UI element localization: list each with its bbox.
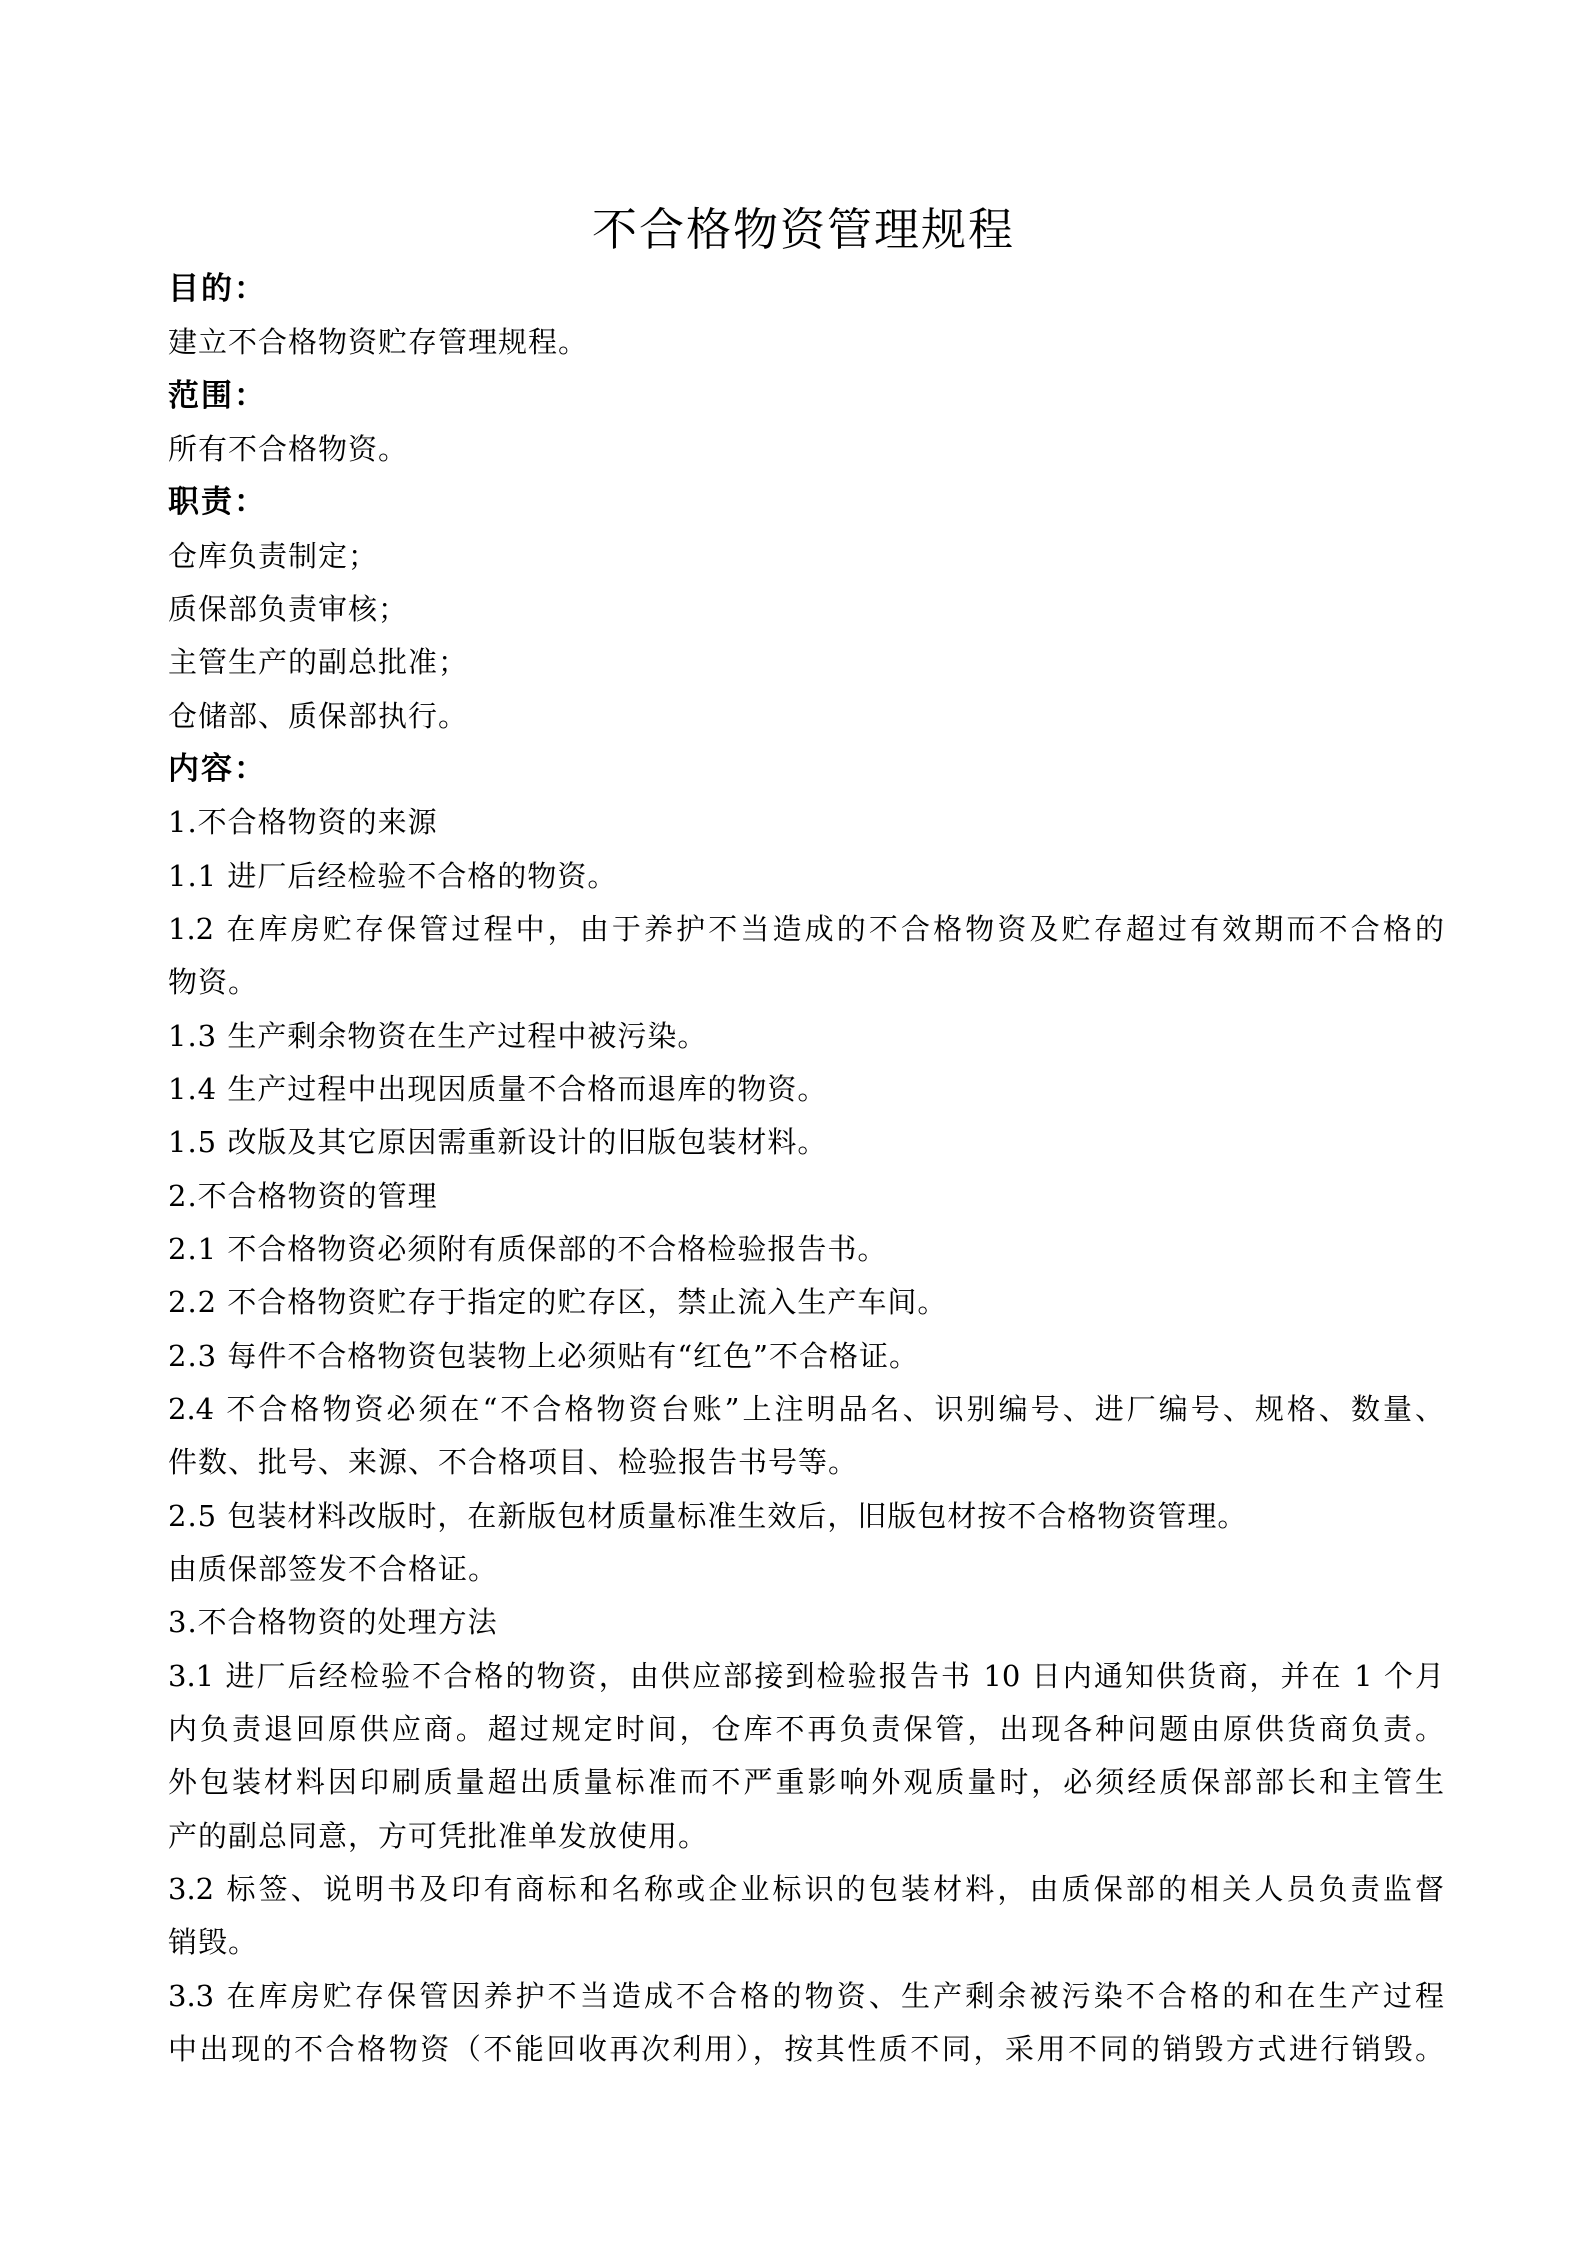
- clause-3-1: 3.1 进厂后经检验不合格的物资，由供应部接到检验报告书 10 日内通知供货商，并在 1 个月: [168, 1658, 1444, 1693]
- clause-2-4: 2.4 不合格物资必须在“不合格物资台账”上注明品名、识别编号、进厂编号、规格、数量、: [168, 1391, 1444, 1426]
- clause-2-3: 2.3 每件不合格物资包装物上必须贴有“红色”不合格证。: [168, 1338, 919, 1373]
- section-heading-responsibilities: 职责：: [168, 484, 267, 521]
- responsibility-item: 仓库负责制定；: [168, 538, 379, 573]
- clause-3-2-cont: 销毁。: [168, 1925, 259, 1960]
- responsibility-item: 主管生产的副总批准；: [168, 645, 469, 680]
- purpose-text: 建立不合格物资贮存管理规程。: [168, 325, 589, 360]
- clause-1-5: 1.5 改版及其它原因需重新设计的旧版包装材料。: [168, 1125, 828, 1160]
- clause-1-1: 1.1 进厂后经检验不合格的物资。: [168, 858, 618, 893]
- section-heading-content: 内容：: [168, 750, 267, 787]
- clause-3-3-cont: 中出现的不合格物资（不能回收再次利用），按其性质不同，采用不同的销毁方式进行销毁。: [168, 2031, 1444, 2066]
- clause-heading-3: 3.不合格物资的处理方法: [168, 1605, 498, 1640]
- clause-3-3: 3.3 在库房贮存保管因养护不当造成不合格的物资、生产剩余被污染不合格的和在生产过程: [168, 1978, 1444, 2013]
- clause-2-5-note: 由质保部签发不合格证。: [168, 1551, 499, 1586]
- section-heading-scope: 范围：: [168, 377, 267, 414]
- clause-1-2-cont: 物资。: [168, 965, 259, 1000]
- responsibility-item: 质保部负责审核；: [168, 591, 409, 626]
- clause-3-1-cont: 外包装材料因印刷质量超出质量标准而不严重影响外观质量时，必须经质保部部长和主管生: [168, 1765, 1444, 1800]
- clause-2-5: 2.5 包装材料改版时，在新版包材质量标准生效后，旧版包材按不合格物资管理。: [168, 1498, 1248, 1533]
- scope-text: 所有不合格物资。: [168, 431, 409, 466]
- document-title: 不合格物资管理规程: [591, 203, 1015, 256]
- clause-1-3: 1.3 生产剩余物资在生产过程中被污染。: [168, 1018, 708, 1053]
- clause-2-4-cont: 件数、批号、来源、不合格项目、检验报告书号等。: [168, 1445, 859, 1480]
- clause-3-2: 3.2 标签、说明书及印有商标和名称或企业标识的包装材料，由质保部的相关人员负责监督: [168, 1871, 1444, 1906]
- clause-1-4: 1.4 生产过程中出现因质量不合格而退库的物资。: [168, 1071, 828, 1106]
- clause-heading-2: 2.不合格物资的管理: [168, 1178, 438, 1213]
- responsibility-item: 仓储部、质保部执行。: [168, 698, 469, 733]
- clause-2-2: 2.2 不合格物资贮存于指定的贮存区，禁止流入生产车间。: [168, 1285, 948, 1320]
- section-heading-purpose: 目的：: [168, 271, 267, 307]
- clause-2-1: 2.1 不合格物资必须附有质保部的不合格检验报告书。: [168, 1231, 888, 1266]
- clause-3-1-cont: 内负责退回原供应商。超过规定时间，仓库不再负责保管，出现各种问题由原供货商负责。: [168, 1711, 1444, 1746]
- document-body: [168, 263, 1444, 2076]
- clause-3-1-cont: 产的副总同意，方可凭批准单发放使用。: [168, 1818, 709, 1853]
- clause-heading-1: 1.不合格物资的来源: [168, 805, 438, 840]
- clause-1-2: 1.2 在库房贮存保管过程中，由于养护不当造成的不合格物资及贮存超过有效期而不合格的: [168, 911, 1444, 946]
